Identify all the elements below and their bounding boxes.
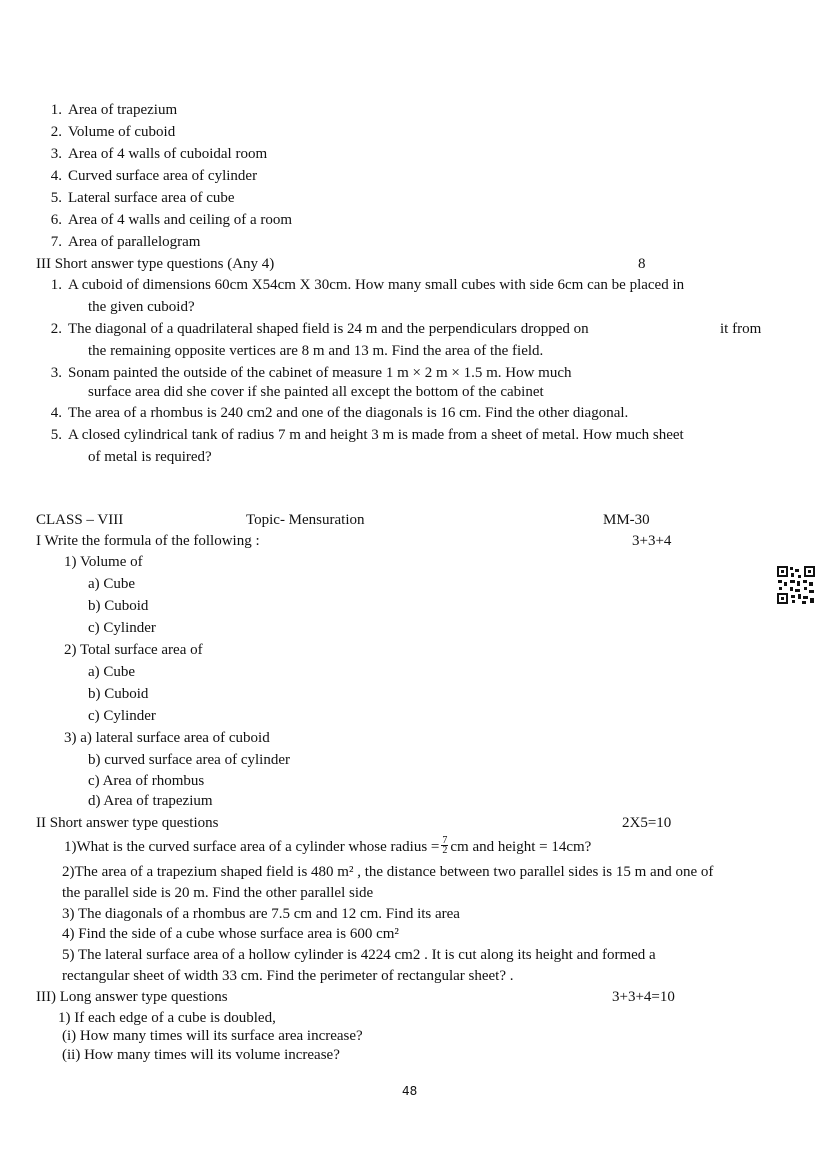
question: 1) If each edge of a cube is doubled, [58,1010,276,1026]
sub-question: (ii) How many times will its volume increase? [62,1047,340,1063]
question: 1)What is the curved surface area of a cylinder whose radius = $\frac{7}{2}$ cm and height = 14cm? [64,835,592,857]
question: 3. Sonam painted the outside of the cabinet of measure 1 m × 2 m × 1.5 m. How much [50,365,572,381]
question: 5. A closed cylindrical tank of radius 7 m and height 3 m is made from a sheet of metal. How much sheet [50,427,684,443]
question-continuation: surface area did she cover if she painted all except the bottom of the cabinet [88,384,544,400]
sub-question: (i) How many times will its surface area increase? [62,1028,363,1044]
formula-item: c) Cylinder [88,708,156,724]
question-continuation: it from [720,321,762,337]
question: 2. The diagonal of a quadrilateral shaped field is 24 m and the perpendiculars dropped on [50,321,589,337]
question-continuation: of metal is required? [88,449,212,465]
list-item: 1. Area of trapezium [50,102,178,118]
question-continuation: the parallel side is 20 m. Find the other parallel side [62,885,374,901]
question: 4) Find the side of a cube whose surface area is 600 cm² [62,926,399,942]
section-heading: III) Long answer type questions [36,989,228,1005]
section-marks: 2X5=10 [622,815,672,831]
formula-group-title: 2) Total surface area of [64,642,203,658]
list-item: 7. Area of parallelogram [50,234,201,250]
formula-group-title: 3) a) lateral surface area of cuboid [64,730,270,746]
max-marks: MM-30 [603,512,650,528]
qr-code-icon [776,565,816,605]
question: 1. A cuboid of dimensions 60cm X54cm X 30cm. How many small cubes with side 6cm can be placed in [50,277,685,293]
formula-item: b) Cuboid [88,686,149,702]
formula-item: b) curved surface area of cylinder [88,752,290,768]
formula-item: a) Cube [88,664,136,680]
formula-item: d) Area of trapezium [88,793,213,809]
page-number: 48 [402,1084,418,1098]
list-item: 5. Lateral surface area of cube [50,190,235,206]
list-item: 4. Curved surface area of cylinder [50,168,258,184]
section-heading: III Short answer type questions (Any 4) [36,256,275,272]
formula-item: a) Cube [88,576,136,592]
list-item: 6. Area of 4 walls and ceiling of a room [50,212,293,228]
formula-item: c) Cylinder [88,620,156,636]
section-marks: 8 [638,256,646,272]
question-continuation: the given cuboid? [88,299,195,315]
fraction: $\frac{7}{2}$ [442,835,448,857]
question-continuation: rectangular sheet of width 33 cm. Find the perimeter of rectangular sheet? . [62,968,514,984]
section-marks: 3+3+4=10 [612,989,675,1005]
formula-item: b) Cuboid [88,598,149,614]
formula-item: c) Area of rhombus [88,773,205,789]
section-marks: 3+3+4 [632,533,672,549]
list-item: 2. Volume of cuboid [50,124,176,140]
formula-group-title: 1) Volume of [64,554,143,570]
topic-label: Topic- Mensuration [246,512,365,528]
question: 5) The lateral surface area of a hollow cylinder is 4224 cm2 . It is cut along its height and formed a [62,947,656,963]
class-label: CLASS – VIII [36,512,124,528]
section-heading: II Short answer type questions [36,815,219,831]
question-continuation: the remaining opposite vertices are 8 m and 13 m. Find the area of the field. [88,343,544,359]
question: 3) The diagonals of a rhombus are 7.5 cm and 12 cm. Find its area [62,906,460,922]
question: 4. The area of a rhombus is 240 cm2 and one of the diagonals is 16 cm. Find the other diagonal. [50,405,629,421]
list-item: 3. Area of 4 walls of cuboidal room [50,146,268,162]
section-heading: I Write the formula of the following : [36,533,260,549]
question: 2)The area of a trapezium shaped field is 480 m² , the distance between two parallel sides is 15 m and one of [62,864,714,880]
